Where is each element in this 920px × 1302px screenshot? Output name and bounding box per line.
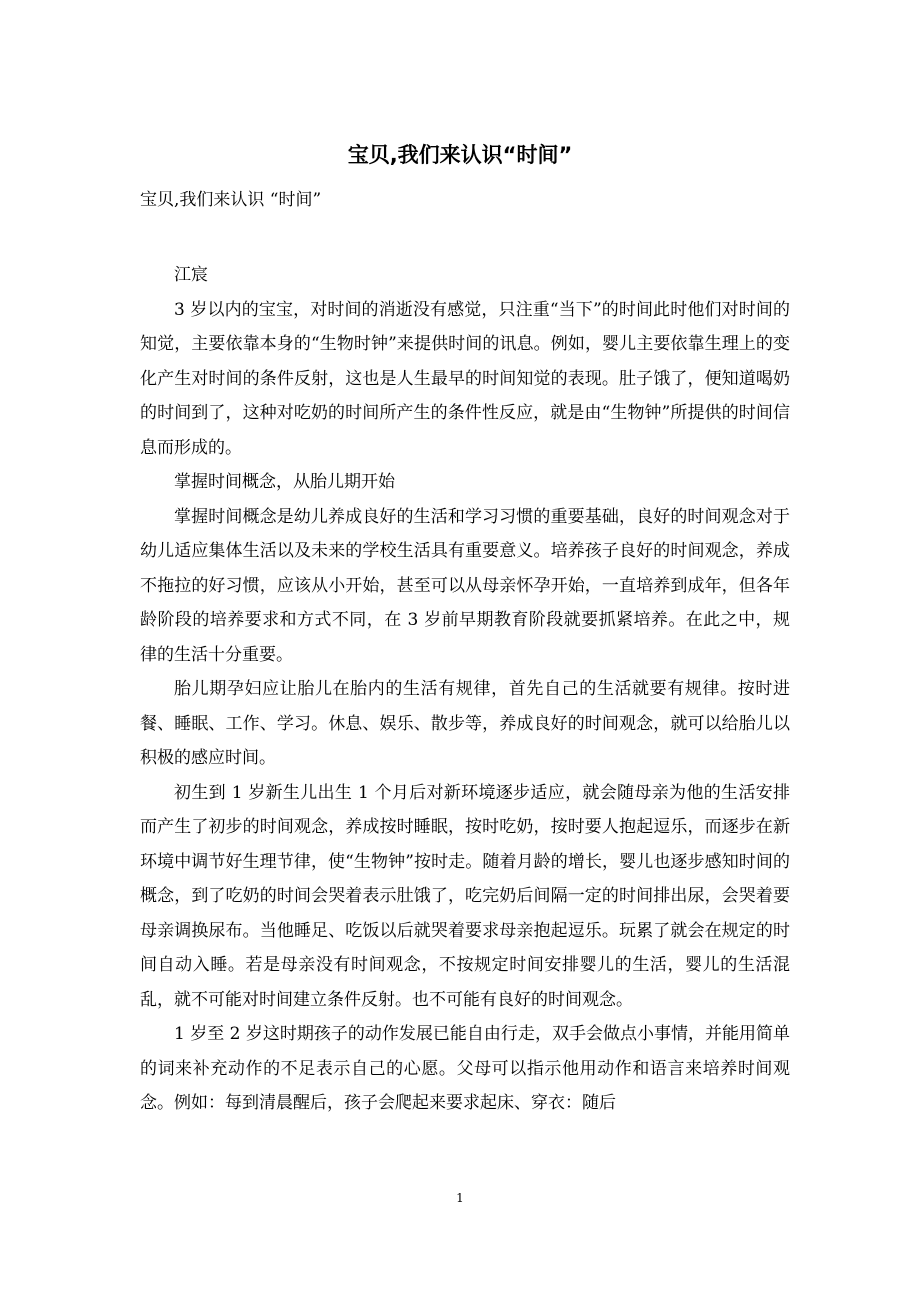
document-subtitle: 宝贝,我们来认识 “时间” (140, 190, 322, 210)
body-paragraph: 1 岁至 2 岁这时期孩子的动作发展已能自由行走，双手会做点小事情，并能用简单的词来补充动作的不足表示自己的心愿。父母可以指示他用动作和语言来培养时间观念。例如：每到清晨醒后，孩子会爬起来要求起床、穿衣：随后 (140, 1024, 790, 1113)
body-paragraph: 初生到 1 岁新生儿出生 1 个月后对新环境逐步适应，就会随母亲为他的生活安排而产生了初步的时间观念，养成按时睡眠，按时吃奶，按时要人抱起逗乐，而逐步在新环境中调节好生理节律，使“生物钟”按时走。随着月龄的增长，婴儿也逐步感知时间的概念，到了吃奶的时间会哭着表示肚饿了，吃完奶后间隔一定的时间排出尿，会哭着要母亲调换尿布。当他睡足、吃饭以后就哭着要求母亲抱起逗乐。玩累了就会在规定的时间自动入睡。若是母亲没有时间观念，不按规定时间安排婴儿的生活，婴儿的生活混乱，就不可能对时间建立条件反射。也不可能有良好的时间观念。 (140, 782, 790, 1010)
page-number: 1 (456, 1191, 464, 1205)
document-title: 宝贝,我们来认识“时间” (347, 143, 573, 167)
body-paragraph: 3 岁以内的宝宝，对时间的消逝没有感觉，只注重“当下”的时间此时他们对时间的知觉，主要依靠本身的“生物时钟”来提供时间的讯息。例如，婴儿主要依靠生理上的变化产生对时间的条件反射，这也是人生最早的时间知觉的表现。肚子饿了，便知道喝奶的时间到了，这种对吃奶的时间所产生的条件性反应，就是由“生物钟”所提供的时间信息而形成的。 (140, 299, 790, 458)
document-body (140, 258, 790, 1121)
section-heading: 掌握时间概念，从胎儿期开始 (174, 472, 395, 492)
body-paragraph: 掌握时间概念是幼儿养成良好的生活和学习习惯的重要基础，良好的时间观念对于幼儿适应集体生活以及未来的学校生活具有重要意义。培养孩子良好的时间观念，养成不拖拉的好习惯，应该从小开始，甚至可以从母亲怀孕开始，一直培养到成年，但各年龄阶段的培养要求和方式不同，在 3 岁前早期教育阶段就要抓紧培养。在此之中，规律的生活十分重要。 (140, 506, 790, 665)
author-line: 江宸 (174, 265, 208, 285)
body-paragraph: 胎儿期孕妇应让胎儿在胎内的生活有规律，首先自己的生活就要有规律。按时进餐、睡眠、工作、学习。休息、娱乐、散步等，养成良好的时间观念，就可以给胎儿以积极的感应时间。 (140, 679, 790, 768)
